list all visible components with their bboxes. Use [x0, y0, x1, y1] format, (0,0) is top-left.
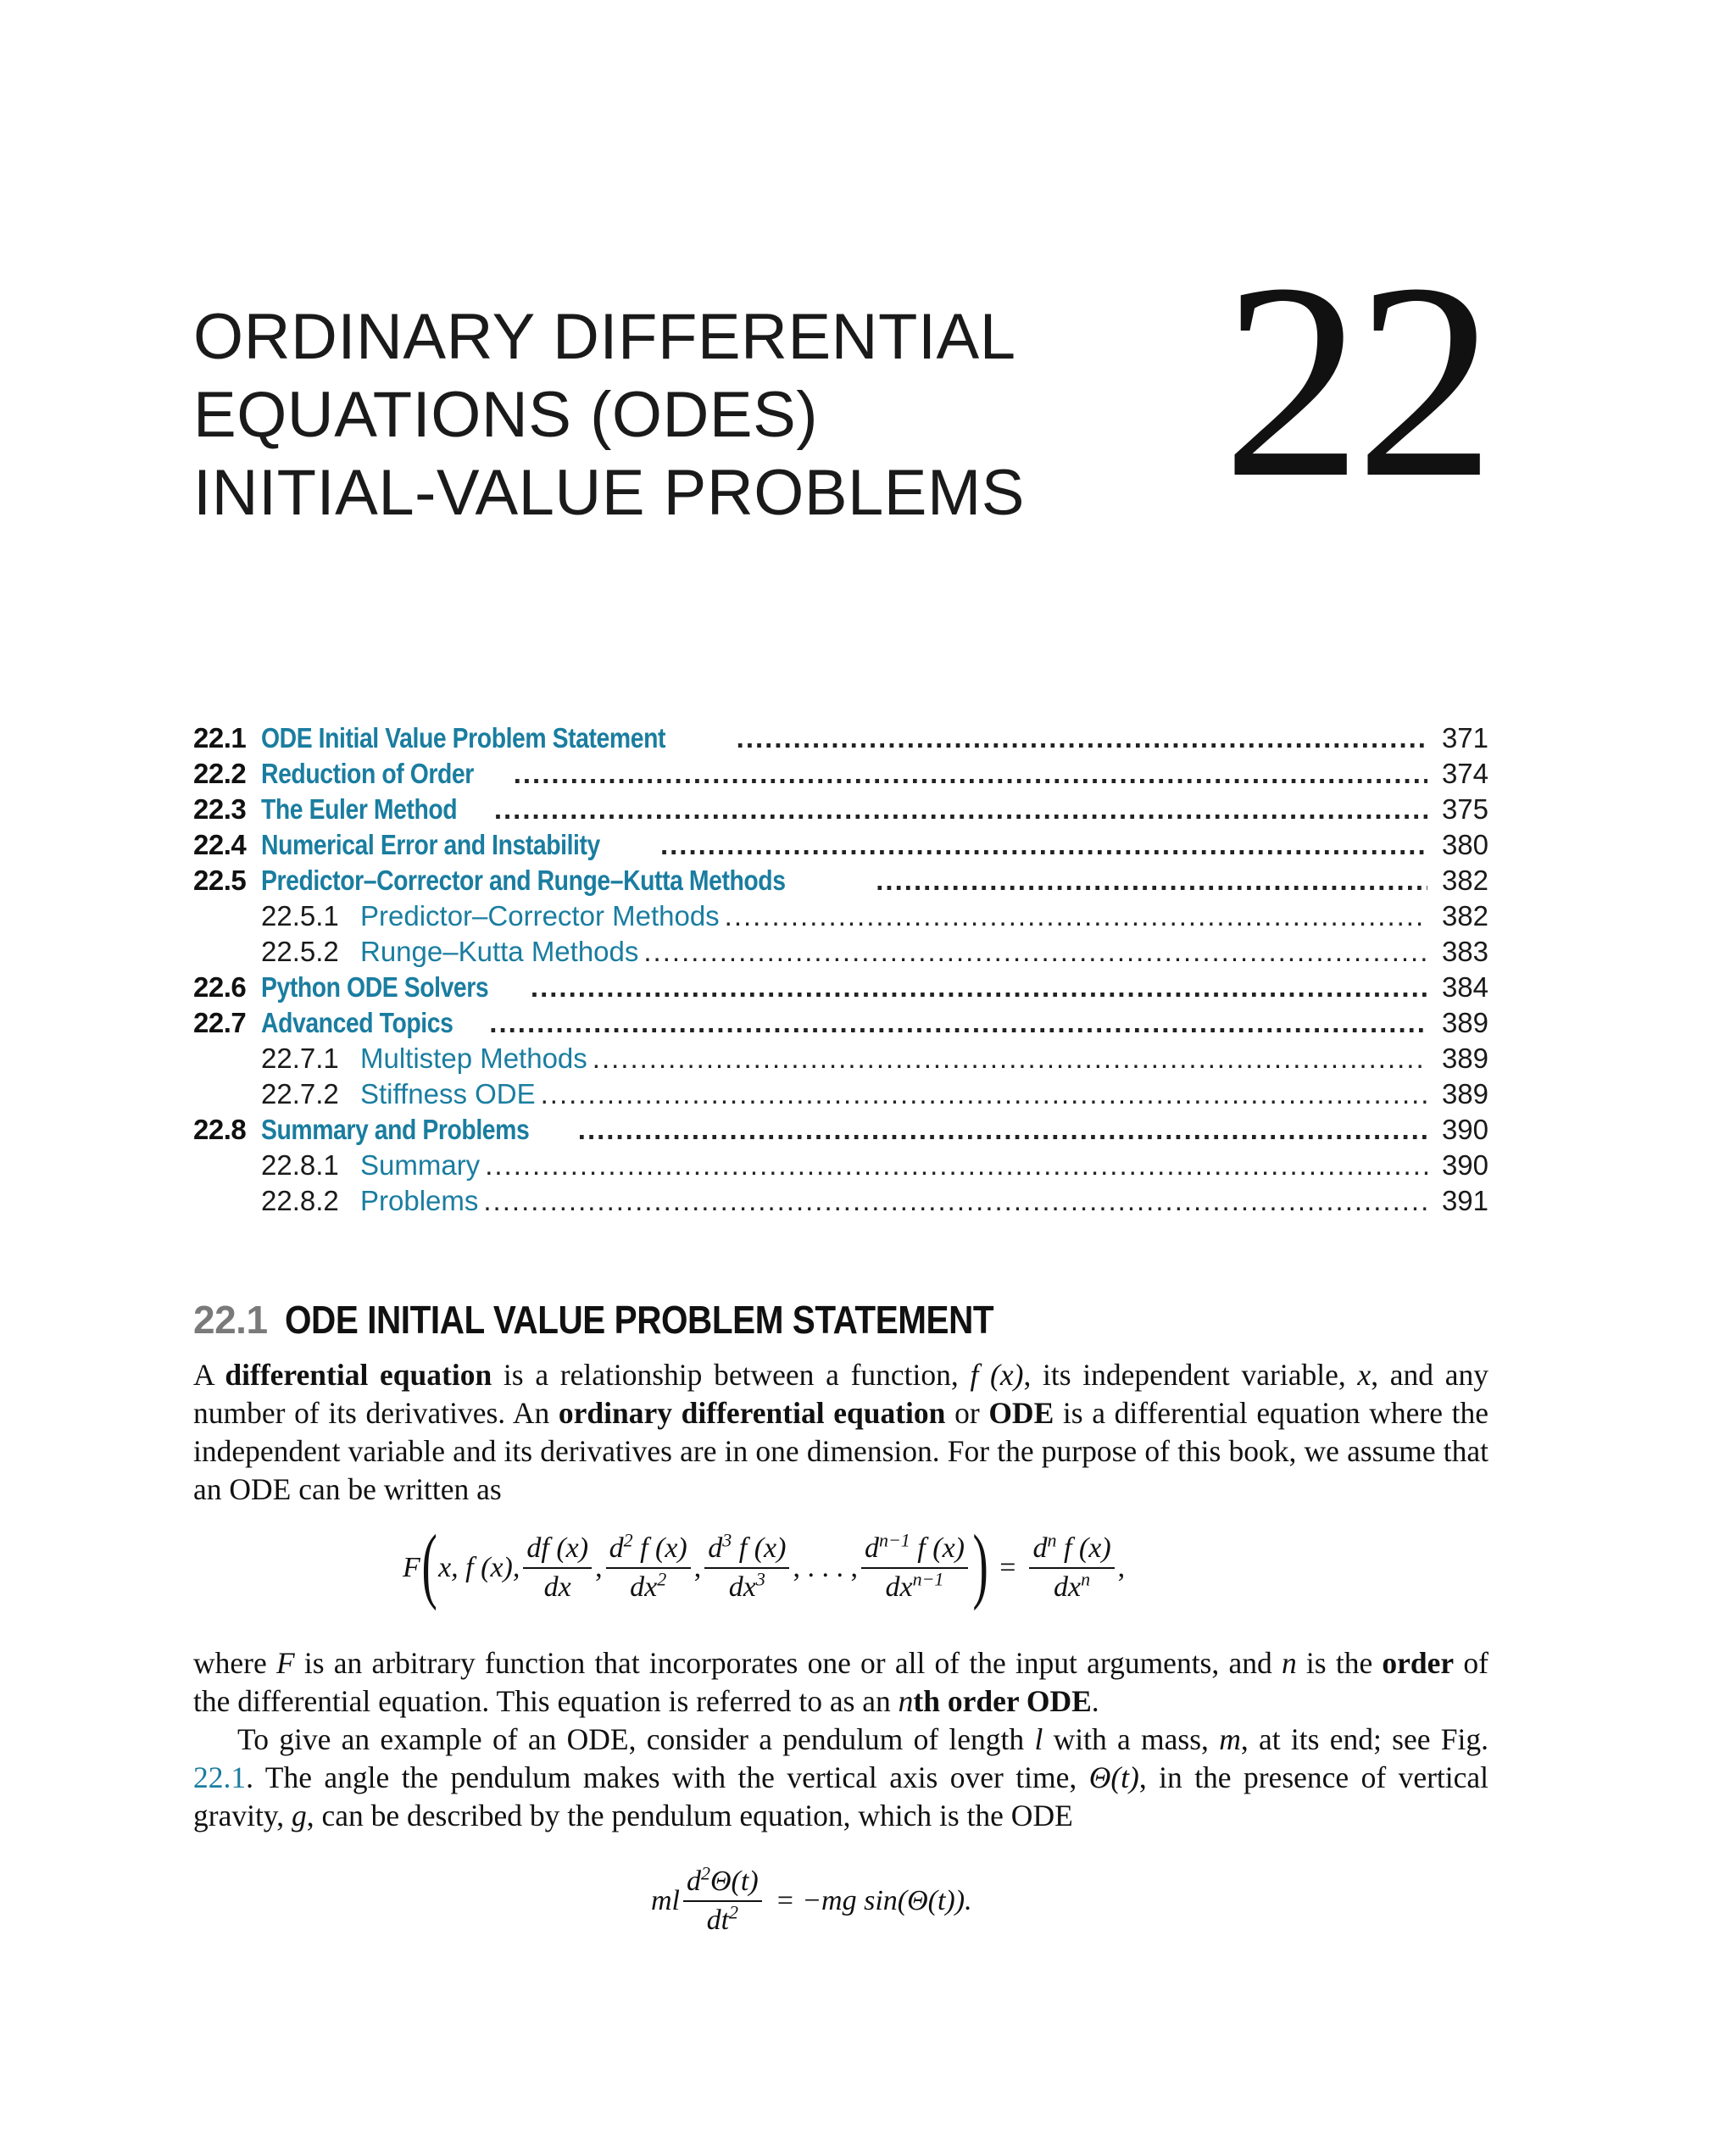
toc-entry[interactable]	[193, 1007, 1488, 1043]
toc-link[interactable]: Predictor–Corrector Methods	[360, 900, 720, 931]
toc-leader	[514, 758, 1427, 790]
eq-ellipsis: , . . . ,	[793, 1552, 858, 1583]
toc-number: 22.8	[193, 1114, 247, 1145]
toc-number: 22.8.2	[261, 1185, 339, 1216]
toc-number: 22.8.1	[261, 1149, 339, 1181]
eq-F: F	[403, 1552, 420, 1583]
toc-leader	[531, 971, 1427, 1004]
toc-entry[interactable]	[193, 829, 1488, 865]
toc-link[interactable]: Summary and Problems	[261, 1114, 530, 1145]
toc-leader	[485, 1149, 1427, 1182]
toc-page: 389	[1441, 1007, 1488, 1038]
eq2-lhs: ml	[651, 1885, 680, 1916]
eq-equals: =	[999, 1552, 1016, 1583]
toc-leader	[725, 900, 1427, 932]
toc-number: 22.2	[193, 758, 247, 789]
toc-link[interactable]: Advanced Topics	[261, 1007, 453, 1038]
right-paren: )	[972, 1517, 988, 1611]
paragraph-definition: A differential equation is a relationship between a function, f (x), its independent variable, x, and any number of its derivatives. An ordinary differential equation or ODE is a differential equation where the independent variable and its derivatives are in one dimension. For the purpose of this book, we assume that an ODE can be written as	[193, 1358, 1489, 1506]
fraction-second-derivative: $\frac{d^2 f (x)}{dx^2}$	[606, 1532, 691, 1604]
fraction-third-derivative: $\frac{d^3 f (x)}{dx^3}$	[704, 1532, 789, 1604]
toc-link[interactable]: Multistep Methods	[360, 1043, 587, 1074]
toc-number: 22.5	[193, 865, 247, 896]
toc-number: 22.4	[193, 829, 247, 860]
eq2-rhs: = −mg sin(Θ(t)).	[775, 1885, 972, 1916]
term-order: order	[1382, 1646, 1455, 1680]
toc-page: 371	[1441, 722, 1488, 754]
toc-page: 389	[1441, 1043, 1488, 1074]
chapter-title-line-1: ORDINARY DIFFERENTIAL	[193, 301, 1016, 373]
toc-leader	[643, 936, 1427, 968]
toc-page: 390	[1441, 1114, 1488, 1145]
toc-subentry[interactable]	[193, 1185, 1488, 1221]
term-ode: ODE	[988, 1396, 1054, 1430]
equation-pendulum	[651, 1862, 972, 1938]
toc-entry[interactable]	[193, 1114, 1488, 1149]
toc-page: 380	[1441, 829, 1488, 860]
term-nth-order-ode: th order ODE	[913, 1684, 1092, 1718]
equation-general-ode: F ( x, f (x), $\frac{df (x)}{dx}$ , $\frac{d^2 f (x)}{dx^2}$ , $\frac{d^3 f (x)}{dx^3}$ , . . . , $\frac{d^{n-1} f (x)}{dx^{n-1}}$ ) = $\frac{d^n f (x)}{dx^n}$ ,	[403, 1517, 1126, 1611]
toc-page: 382	[1441, 900, 1488, 931]
toc-number: 22.7	[193, 1007, 247, 1038]
toc-leader	[578, 1114, 1427, 1146]
toc-leader	[494, 793, 1427, 826]
toc-link[interactable]: The Euler Method	[261, 793, 458, 825]
term-ode-full: ordinary differential equation	[558, 1396, 946, 1430]
toc-subentry[interactable]	[193, 900, 1488, 936]
math-x: x	[1357, 1358, 1372, 1392]
toc-number: 22.7.2	[261, 1078, 339, 1109]
paragraph-order: where F is an arbitrary function that incorporates one or all of the input arguments, and n is the order of the differential equation. This equation is referred to as an nth order ODE.	[193, 1646, 1488, 1718]
toc-leader	[737, 722, 1427, 754]
toc-page: 383	[1441, 936, 1488, 967]
toc-page: 384	[1441, 971, 1488, 1003]
toc-link[interactable]: Problems	[360, 1185, 479, 1216]
toc-leader	[483, 1185, 1427, 1217]
math-fx: f (x)	[970, 1358, 1024, 1392]
toc-number: 22.5.1	[261, 900, 339, 931]
toc-subentry[interactable]	[193, 1078, 1488, 1114]
toc-link[interactable]: Numerical Error and Instability	[261, 829, 600, 860]
toc-number: 22.5.2	[261, 936, 339, 967]
chapter-title-line-2: EQUATIONS (ODES)	[193, 379, 819, 451]
toc-entry[interactable]	[193, 865, 1488, 900]
toc-link[interactable]: Runge–Kutta Methods	[360, 936, 639, 967]
toc-page: 375	[1441, 793, 1488, 825]
toc-entry[interactable]	[193, 971, 1488, 1007]
fraction-theta-second-derivative: $\frac{d^2\Theta(t)}{dt^2}$	[683, 1865, 762, 1938]
left-paren: (	[421, 1517, 437, 1611]
toc-page: 389	[1441, 1078, 1488, 1109]
toc-page: 382	[1441, 865, 1488, 896]
figure-link[interactable]: 22.1	[193, 1760, 247, 1794]
toc-leader	[489, 1007, 1427, 1039]
section-heading	[193, 1297, 1090, 1343]
toc-leader	[593, 1043, 1427, 1075]
toc-subentry[interactable]	[193, 936, 1488, 971]
term-differential-equation: differential equation	[225, 1358, 492, 1392]
toc-link[interactable]: Summary	[360, 1149, 481, 1181]
toc-link[interactable]: ODE Initial Value Problem Statement	[261, 722, 666, 754]
toc-number: 22.1	[193, 722, 247, 754]
fraction-n-minus-1-derivative: $\frac{d^{n-1} f (x)}{dx^{n-1}}$	[861, 1532, 968, 1604]
toc-link[interactable]: Stiffness ODE	[360, 1078, 536, 1109]
toc-page: 390	[1441, 1149, 1488, 1181]
toc-number: 22.7.1	[261, 1043, 339, 1074]
section-title: ODE INITIAL VALUE PROBLEM STATEMENT	[284, 1298, 993, 1342]
fraction-first-derivative: $\frac{df (x)}{dx}$	[523, 1532, 592, 1604]
toc-entry[interactable]	[193, 722, 1488, 758]
chapter-title	[193, 298, 1126, 532]
toc-subentry[interactable]	[193, 1043, 1488, 1078]
eq-args: x, f (x),	[438, 1552, 520, 1583]
toc-link[interactable]: Reduction of Order	[261, 758, 474, 789]
fraction-nth-derivative: $\frac{d^n f (x)}{dx^n}$	[1029, 1532, 1114, 1604]
section-number: 22.1	[193, 1298, 268, 1342]
toc-number: 22.6	[193, 971, 247, 1003]
toc-number: 22.3	[193, 793, 247, 825]
toc-leader	[660, 829, 1427, 861]
toc-leader	[541, 1078, 1427, 1110]
toc-subentry[interactable]	[193, 1149, 1488, 1185]
toc-page: 374	[1441, 758, 1488, 789]
toc-entry[interactable]	[193, 758, 1488, 793]
toc-page: 391	[1441, 1185, 1488, 1216]
chapter-number: 22	[1222, 226, 1488, 536]
toc-leader	[876, 865, 1427, 897]
toc-entry[interactable]	[193, 793, 1488, 829]
chapter-title-line-3: INITIAL-VALUE PROBLEMS	[193, 457, 1025, 529]
table-of-contents	[193, 722, 1488, 1221]
toc-link[interactable]: Python ODE Solvers	[261, 971, 489, 1003]
paragraph-pendulum: To give an example of an ODE, consider a pendulum of length l with a mass, m, at its end; see Fig. 22.1. The angle the pendulum makes with the vertical axis over time, Θ(t), in the presence of vertical gravity, g, can be described by the pendulum equation, which is the ODE	[193, 1722, 1488, 1832]
toc-link[interactable]: Predictor–Corrector and Runge–Kutta Methods	[261, 865, 786, 896]
